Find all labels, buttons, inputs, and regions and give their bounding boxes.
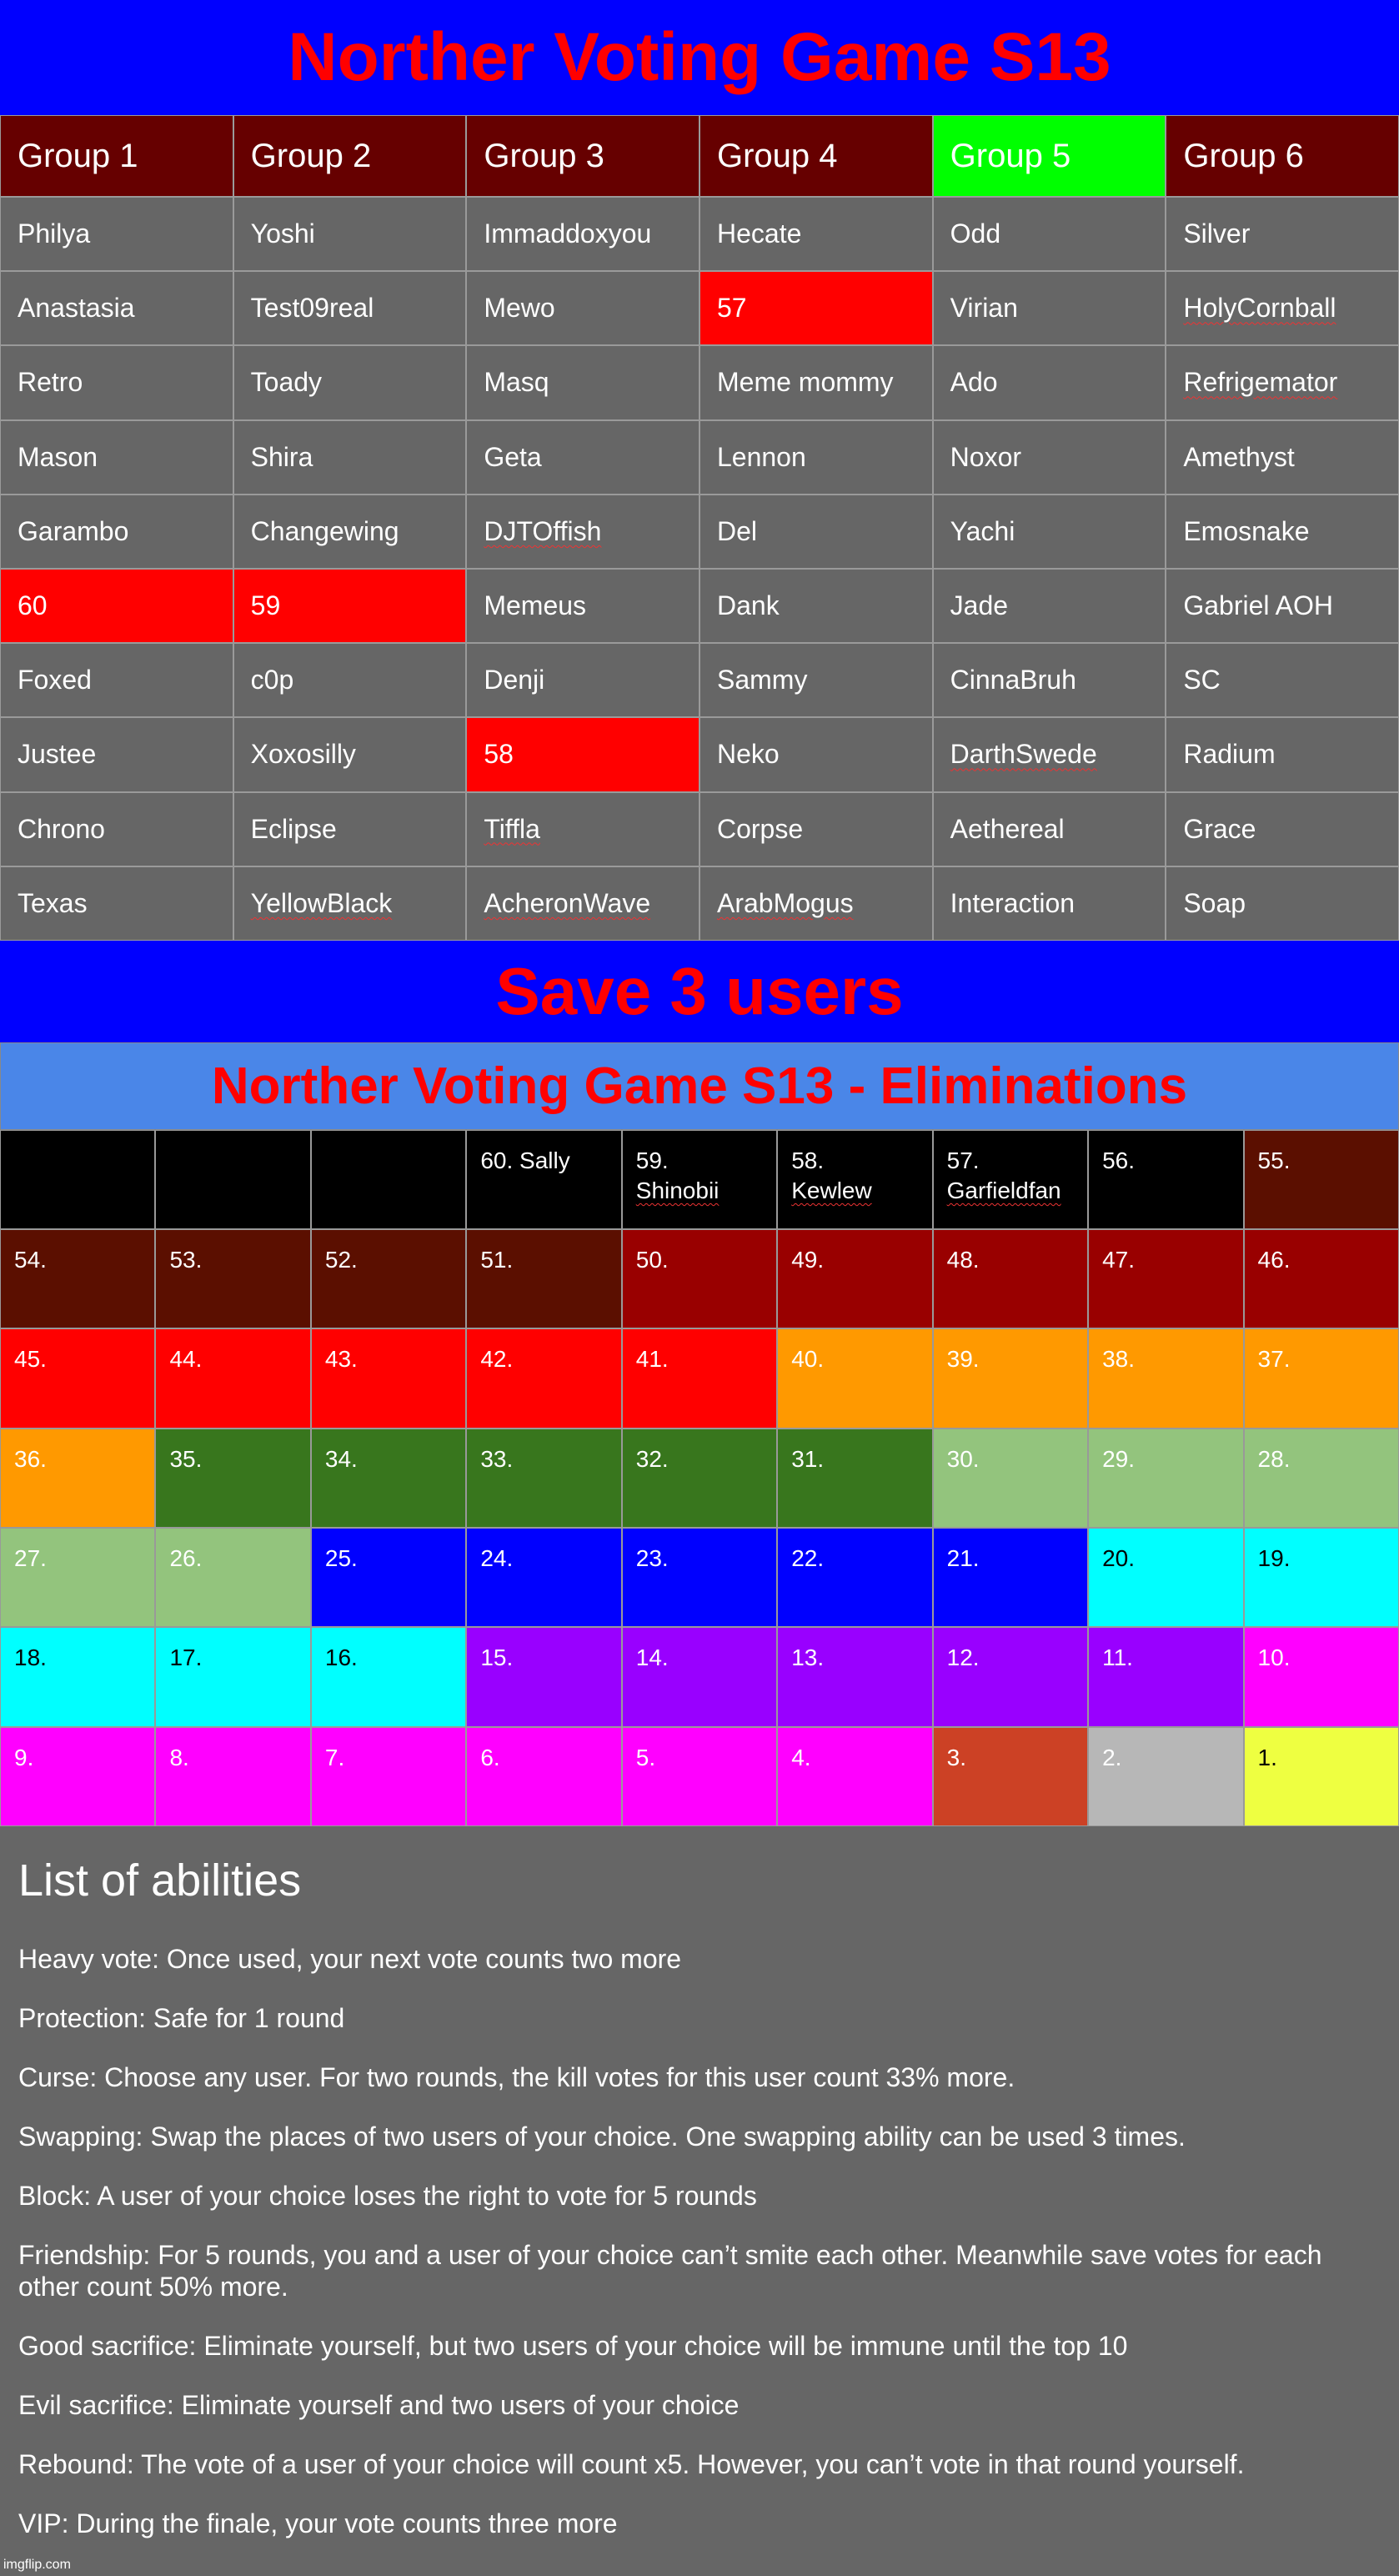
slot-label: 25. bbox=[324, 1545, 358, 1572]
group-member-cell bbox=[1166, 495, 1399, 569]
elimination-slot bbox=[155, 1229, 310, 1328]
slot-label: 19. bbox=[1257, 1545, 1291, 1572]
elimination-slot bbox=[1244, 1229, 1399, 1328]
slot-label: 49. bbox=[791, 1247, 825, 1273]
elimination-slot bbox=[777, 1130, 932, 1229]
elimination-slot bbox=[0, 1229, 155, 1328]
save-banner: Save 3 users bbox=[0, 941, 1399, 1042]
slot-label: 36. bbox=[14, 1445, 47, 1472]
slot-label: 26. bbox=[169, 1545, 203, 1572]
group-member-cell bbox=[0, 643, 233, 717]
elimination-slot bbox=[622, 1627, 777, 1726]
group-member-cell bbox=[700, 866, 933, 941]
member-name: Dank bbox=[716, 590, 780, 621]
elimination-slot bbox=[155, 1627, 310, 1726]
member-name: YellowBlack bbox=[250, 887, 393, 918]
elimination-slot bbox=[933, 1130, 1088, 1229]
group-member-cell bbox=[466, 345, 700, 419]
elimination-slot bbox=[777, 1528, 932, 1627]
group-member-cell bbox=[233, 866, 467, 941]
ability-item: Evil sacrifice: Eliminate yourself and two users of your choice bbox=[18, 2389, 740, 2420]
member-name: Soap bbox=[1183, 887, 1246, 918]
group-member-cell bbox=[0, 271, 233, 345]
elimination-slot bbox=[622, 1328, 777, 1428]
member-name: Del bbox=[716, 515, 757, 546]
member-name: c0p bbox=[250, 665, 294, 695]
member-name: Retro bbox=[18, 367, 83, 398]
slot-label: 18. bbox=[14, 1645, 47, 1671]
elimination-slot bbox=[1244, 1727, 1399, 1826]
abilities-title: List of abilities bbox=[18, 1855, 302, 1906]
elimination-slot bbox=[155, 1130, 310, 1229]
slot-label: 24. bbox=[480, 1545, 514, 1572]
slot-label: 1. bbox=[1257, 1744, 1277, 1770]
slot-label: 8. bbox=[169, 1744, 189, 1770]
member-name: 60 bbox=[18, 590, 48, 621]
group-member-cell bbox=[933, 717, 1166, 791]
group-member-cell bbox=[933, 643, 1166, 717]
elimination-slot bbox=[933, 1727, 1088, 1826]
member-name: Aethereal bbox=[950, 813, 1065, 844]
group-member-cell bbox=[700, 569, 933, 643]
slot-username: Shinobii bbox=[635, 1177, 720, 1203]
ability-item: Swapping: Swap the places of two users of your choice. One swapping ability can be used 3 times. bbox=[18, 2121, 1186, 2152]
elimination-slot bbox=[1088, 1429, 1243, 1528]
ability-item: Rebound: The vote of a user of your choice will count x5. However, you can’t vote in that round yourself. bbox=[18, 2448, 1245, 2479]
slot-label: 3. bbox=[946, 1744, 967, 1770]
group-header: Group 4 bbox=[700, 115, 933, 197]
group-member-cell bbox=[0, 792, 233, 866]
ability-item: Block: A user of your choice loses the right to vote for 5 rounds bbox=[18, 2180, 757, 2211]
group-member-cell bbox=[1166, 866, 1399, 941]
elimination-slot bbox=[777, 1229, 932, 1328]
elimination-slot bbox=[311, 1627, 466, 1726]
slot-username: Garfieldfan bbox=[946, 1177, 1061, 1203]
elimination-slot bbox=[622, 1528, 777, 1627]
group-member-cell bbox=[1166, 792, 1399, 866]
member-name: Jade bbox=[950, 590, 1009, 621]
member-name: Odd bbox=[950, 218, 1001, 249]
slot-label: 58. bbox=[791, 1147, 825, 1173]
slot-label: 6. bbox=[480, 1744, 500, 1770]
slot-label: 41. bbox=[635, 1346, 669, 1373]
slot-label: 46. bbox=[1257, 1247, 1291, 1273]
slot-label: 35. bbox=[169, 1445, 203, 1472]
member-name: Eclipse bbox=[250, 813, 337, 844]
group-member-cell bbox=[700, 792, 933, 866]
elimination-slot bbox=[1088, 1229, 1243, 1328]
slot-label: 11. bbox=[1102, 1645, 1133, 1671]
elimination-slot bbox=[777, 1627, 932, 1726]
elimination-slot bbox=[155, 1528, 310, 1627]
group-member-cell bbox=[1166, 569, 1399, 643]
group-member-cell bbox=[1166, 271, 1399, 345]
group-member-cell bbox=[466, 495, 700, 569]
elimination-slot bbox=[622, 1130, 777, 1229]
elimination-slot bbox=[777, 1727, 932, 1826]
member-name: Anastasia bbox=[18, 293, 135, 324]
elimination-slot bbox=[466, 1229, 621, 1328]
group-member-cell bbox=[233, 197, 467, 271]
elimination-slot bbox=[1244, 1328, 1399, 1428]
ability-item: Protection: Safe for 1 round bbox=[18, 2002, 345, 2033]
abilities-section bbox=[0, 1826, 1399, 2539]
group-member-cell bbox=[933, 866, 1166, 941]
member-name: AcheronWave bbox=[484, 887, 651, 918]
group-member-cell bbox=[0, 420, 233, 495]
member-name: Corpse bbox=[716, 813, 804, 844]
group-member-cell bbox=[700, 495, 933, 569]
slot-label: 28. bbox=[1257, 1445, 1291, 1472]
member-name: Philya bbox=[18, 218, 91, 249]
group-member-cell bbox=[0, 717, 233, 791]
group-member-cell bbox=[233, 792, 467, 866]
member-name: Amethyst bbox=[1183, 441, 1295, 472]
group-member-cell bbox=[466, 569, 700, 643]
group-header: Group 2 bbox=[233, 115, 467, 197]
group-member-cell bbox=[1166, 717, 1399, 791]
slot-label: 4. bbox=[791, 1744, 811, 1770]
member-name: Toady bbox=[250, 367, 323, 398]
elimination-slot bbox=[1088, 1528, 1243, 1627]
slot-label: 53. bbox=[169, 1247, 203, 1273]
elimination-slot bbox=[622, 1429, 777, 1528]
slot-label: 50. bbox=[635, 1247, 669, 1273]
group-member-cell bbox=[933, 271, 1166, 345]
group-member-cell bbox=[466, 271, 700, 345]
group-member-cell bbox=[0, 495, 233, 569]
slot-label: 40. bbox=[791, 1346, 825, 1373]
elimination-slot bbox=[933, 1429, 1088, 1528]
group-member-cell bbox=[700, 345, 933, 419]
slot-label: 38. bbox=[1102, 1346, 1136, 1373]
group-member-cell bbox=[466, 197, 700, 271]
group-member-cell bbox=[233, 717, 467, 791]
elimination-slot bbox=[1244, 1429, 1399, 1528]
elimination-slot bbox=[0, 1627, 155, 1726]
member-name: Yachi bbox=[950, 515, 1015, 546]
group-header: Group 5 bbox=[933, 115, 1166, 197]
member-name: Texas bbox=[18, 887, 88, 918]
group-member-cell bbox=[233, 643, 467, 717]
group-member-cell bbox=[0, 866, 233, 941]
page-title: Norther Voting Game S13 bbox=[0, 0, 1399, 115]
member-name: ArabMogus bbox=[716, 887, 854, 918]
member-name: Emosnake bbox=[1183, 515, 1310, 546]
group-header: Group 3 bbox=[466, 115, 700, 197]
slot-label: 29. bbox=[1102, 1445, 1136, 1472]
member-name: Noxor bbox=[950, 441, 1022, 472]
elimination-slot bbox=[311, 1229, 466, 1328]
group-member-cell bbox=[933, 792, 1166, 866]
slot-label: 13. bbox=[791, 1645, 825, 1671]
member-name: HolyCornball bbox=[1183, 293, 1336, 324]
watermark: imgflip.com bbox=[3, 2558, 71, 2572]
group-member-cell bbox=[700, 643, 933, 717]
group-member-cell bbox=[1166, 197, 1399, 271]
member-name: Refrigemator bbox=[1183, 367, 1338, 398]
member-name: Grace bbox=[1183, 813, 1256, 844]
elimination-slot bbox=[1244, 1528, 1399, 1627]
member-name: Garambo bbox=[18, 515, 129, 546]
slot-label: 43. bbox=[324, 1346, 358, 1373]
slot-label: 42. bbox=[480, 1346, 514, 1373]
group-member-cell bbox=[933, 197, 1166, 271]
slot-label: 16. bbox=[324, 1645, 358, 1671]
group-member-cell bbox=[1166, 345, 1399, 419]
group-header: Group 1 bbox=[0, 115, 233, 197]
member-name: Meme mommy bbox=[716, 367, 894, 398]
slot-label: 37. bbox=[1257, 1346, 1291, 1373]
elimination-slot bbox=[933, 1328, 1088, 1428]
elimination-slot bbox=[466, 1328, 621, 1428]
elimination-slot bbox=[466, 1429, 621, 1528]
member-name: Changewing bbox=[250, 515, 399, 546]
slot-label: 57. bbox=[946, 1147, 980, 1173]
elimination-slot bbox=[155, 1727, 310, 1826]
slot-label: 17. bbox=[169, 1645, 203, 1671]
elimination-slot bbox=[311, 1429, 466, 1528]
group-member-cell bbox=[466, 717, 700, 791]
slot-label: 44. bbox=[169, 1346, 203, 1373]
group-member-cell bbox=[233, 495, 467, 569]
member-name: Virian bbox=[950, 293, 1018, 324]
eliminations-grid bbox=[0, 1130, 1399, 1826]
member-name: Shira bbox=[250, 441, 313, 472]
elimination-slot bbox=[311, 1528, 466, 1627]
elimination-slot bbox=[777, 1429, 932, 1528]
slot-label: 7. bbox=[324, 1744, 345, 1770]
member-name: Masq bbox=[484, 367, 549, 398]
member-name: Test09real bbox=[250, 293, 374, 324]
group-member-cell bbox=[233, 420, 467, 495]
group-member-cell bbox=[1166, 420, 1399, 495]
elimination-slot bbox=[1088, 1627, 1243, 1726]
slot-label: 59. bbox=[635, 1147, 669, 1173]
slot-label: 21. bbox=[946, 1545, 980, 1572]
member-name: SC bbox=[1183, 665, 1221, 695]
elimination-slot bbox=[0, 1429, 155, 1528]
slot-label: 5. bbox=[635, 1744, 656, 1770]
slot-label: 39. bbox=[946, 1346, 980, 1373]
slot-label: 12. bbox=[946, 1645, 980, 1671]
ability-item: Good sacrifice: Eliminate yourself, but two users of your choice will be immune until the top 10 bbox=[18, 2330, 1128, 2361]
elimination-slot bbox=[933, 1627, 1088, 1726]
elimination-slot bbox=[466, 1627, 621, 1726]
group-member-cell bbox=[0, 197, 233, 271]
member-name: Silver bbox=[1183, 218, 1251, 249]
slot-label: 32. bbox=[635, 1445, 669, 1472]
group-member-cell bbox=[700, 717, 933, 791]
elimination-slot bbox=[311, 1727, 466, 1826]
slot-label: 55. bbox=[1257, 1147, 1291, 1173]
elimination-slot bbox=[155, 1429, 310, 1528]
groups-table bbox=[0, 115, 1399, 941]
group-member-cell bbox=[700, 420, 933, 495]
slot-label: 27. bbox=[14, 1545, 47, 1572]
slot-label: 22. bbox=[791, 1545, 825, 1572]
member-name: Lennon bbox=[716, 441, 806, 472]
elimination-slot bbox=[622, 1229, 777, 1328]
group-member-cell bbox=[700, 271, 933, 345]
group-header: Group 6 bbox=[1166, 115, 1399, 197]
member-name: Immaddoxyou bbox=[484, 218, 652, 249]
ability-item: Friendship: For 5 rounds, you and a user of your choice can’t smite each other. Meanwhile save votes for each other count 50% more. bbox=[18, 2239, 1322, 2302]
elimination-slot bbox=[1244, 1627, 1399, 1726]
member-name: CinnaBruh bbox=[950, 665, 1076, 695]
ability-item: Curse: Choose any user. For two rounds, the kill votes for this user count 33% more. bbox=[18, 2061, 1015, 2092]
member-name: Interaction bbox=[950, 887, 1076, 918]
elimination-slot bbox=[1088, 1130, 1243, 1229]
member-name: Memeus bbox=[484, 590, 587, 621]
slot-label: 47. bbox=[1102, 1247, 1136, 1273]
member-name: Xoxosilly bbox=[250, 739, 356, 770]
slot-label: 48. bbox=[946, 1247, 980, 1273]
slot-label: 20. bbox=[1102, 1545, 1136, 1572]
elimination-slot bbox=[933, 1528, 1088, 1627]
slot-label: 31. bbox=[791, 1445, 825, 1472]
member-name: Neko bbox=[716, 739, 780, 770]
elimination-slot bbox=[0, 1130, 155, 1229]
slot-label: 52. bbox=[324, 1247, 358, 1273]
elimination-slot bbox=[1088, 1727, 1243, 1826]
group-member-cell bbox=[700, 197, 933, 271]
elimination-slot bbox=[466, 1130, 621, 1229]
member-name: Foxed bbox=[18, 665, 92, 695]
group-member-cell bbox=[933, 420, 1166, 495]
elimination-slot bbox=[311, 1328, 466, 1428]
slot-username: Kewlew bbox=[791, 1177, 872, 1203]
elimination-slot bbox=[466, 1727, 621, 1826]
member-name: Sammy bbox=[716, 665, 808, 695]
elimination-slot bbox=[0, 1328, 155, 1428]
elimination-slot bbox=[933, 1229, 1088, 1328]
member-name: DarthSwede bbox=[950, 739, 1097, 770]
member-name: Mewo bbox=[484, 293, 555, 324]
elimination-slot bbox=[622, 1727, 777, 1826]
slot-label: 34. bbox=[324, 1445, 358, 1472]
elimination-slot bbox=[155, 1328, 310, 1428]
member-name: 59 bbox=[250, 590, 281, 621]
slot-label: 10. bbox=[1257, 1645, 1291, 1671]
elimination-slot bbox=[1088, 1328, 1243, 1428]
slot-label: 51. bbox=[480, 1247, 514, 1273]
group-member-cell bbox=[0, 345, 233, 419]
member-name: Yoshi bbox=[250, 218, 315, 249]
group-member-cell bbox=[0, 569, 233, 643]
elimination-slot bbox=[777, 1328, 932, 1428]
member-name: Denji bbox=[484, 665, 545, 695]
slot-label: 45. bbox=[14, 1346, 47, 1373]
group-member-cell bbox=[933, 345, 1166, 419]
elimination-slot bbox=[0, 1727, 155, 1826]
member-name: 57 bbox=[716, 293, 747, 324]
member-name: Gabriel AOH bbox=[1183, 590, 1333, 621]
member-name: Justee bbox=[18, 739, 97, 770]
group-member-cell bbox=[233, 345, 467, 419]
elimination-slot bbox=[1244, 1130, 1399, 1229]
group-member-cell bbox=[933, 569, 1166, 643]
member-name: Tiffla bbox=[484, 813, 540, 844]
member-name: Radium bbox=[1183, 739, 1276, 770]
group-member-cell bbox=[933, 495, 1166, 569]
group-member-cell bbox=[466, 792, 700, 866]
member-name: Mason bbox=[18, 441, 98, 472]
slot-label: 54. bbox=[14, 1247, 47, 1273]
group-member-cell bbox=[466, 643, 700, 717]
slot-label: 14. bbox=[635, 1645, 669, 1671]
elimination-slot bbox=[311, 1130, 466, 1229]
member-name: 58 bbox=[484, 739, 514, 770]
slot-label: 60. Sally bbox=[480, 1147, 570, 1173]
eliminations-title: Norther Voting Game S13 - Eliminations bbox=[0, 1042, 1399, 1130]
group-member-cell bbox=[1166, 643, 1399, 717]
slot-label: 33. bbox=[480, 1445, 514, 1472]
member-name: Geta bbox=[484, 441, 542, 472]
member-name: DJTOffish bbox=[484, 515, 602, 546]
group-member-cell bbox=[233, 271, 467, 345]
group-member-cell bbox=[466, 866, 700, 941]
slot-label: 23. bbox=[635, 1545, 669, 1572]
elimination-slot bbox=[466, 1528, 621, 1627]
member-name: Ado bbox=[950, 367, 998, 398]
slot-label: 9. bbox=[14, 1744, 34, 1770]
slot-label: 30. bbox=[946, 1445, 980, 1472]
slot-label: 56. bbox=[1102, 1147, 1136, 1173]
slot-label: 2. bbox=[1102, 1744, 1122, 1770]
abilities-list bbox=[18, 1943, 1381, 2539]
elimination-slot bbox=[0, 1528, 155, 1627]
ability-item: VIP: During the finale, your vote counts three more bbox=[18, 2508, 618, 2538]
group-member-cell bbox=[233, 569, 467, 643]
group-member-cell bbox=[466, 420, 700, 495]
slot-label: 15. bbox=[480, 1645, 514, 1671]
member-name: Hecate bbox=[716, 218, 802, 249]
ability-item: Heavy vote: Once used, your next vote counts two more bbox=[18, 1943, 682, 1974]
member-name: Chrono bbox=[18, 813, 105, 844]
